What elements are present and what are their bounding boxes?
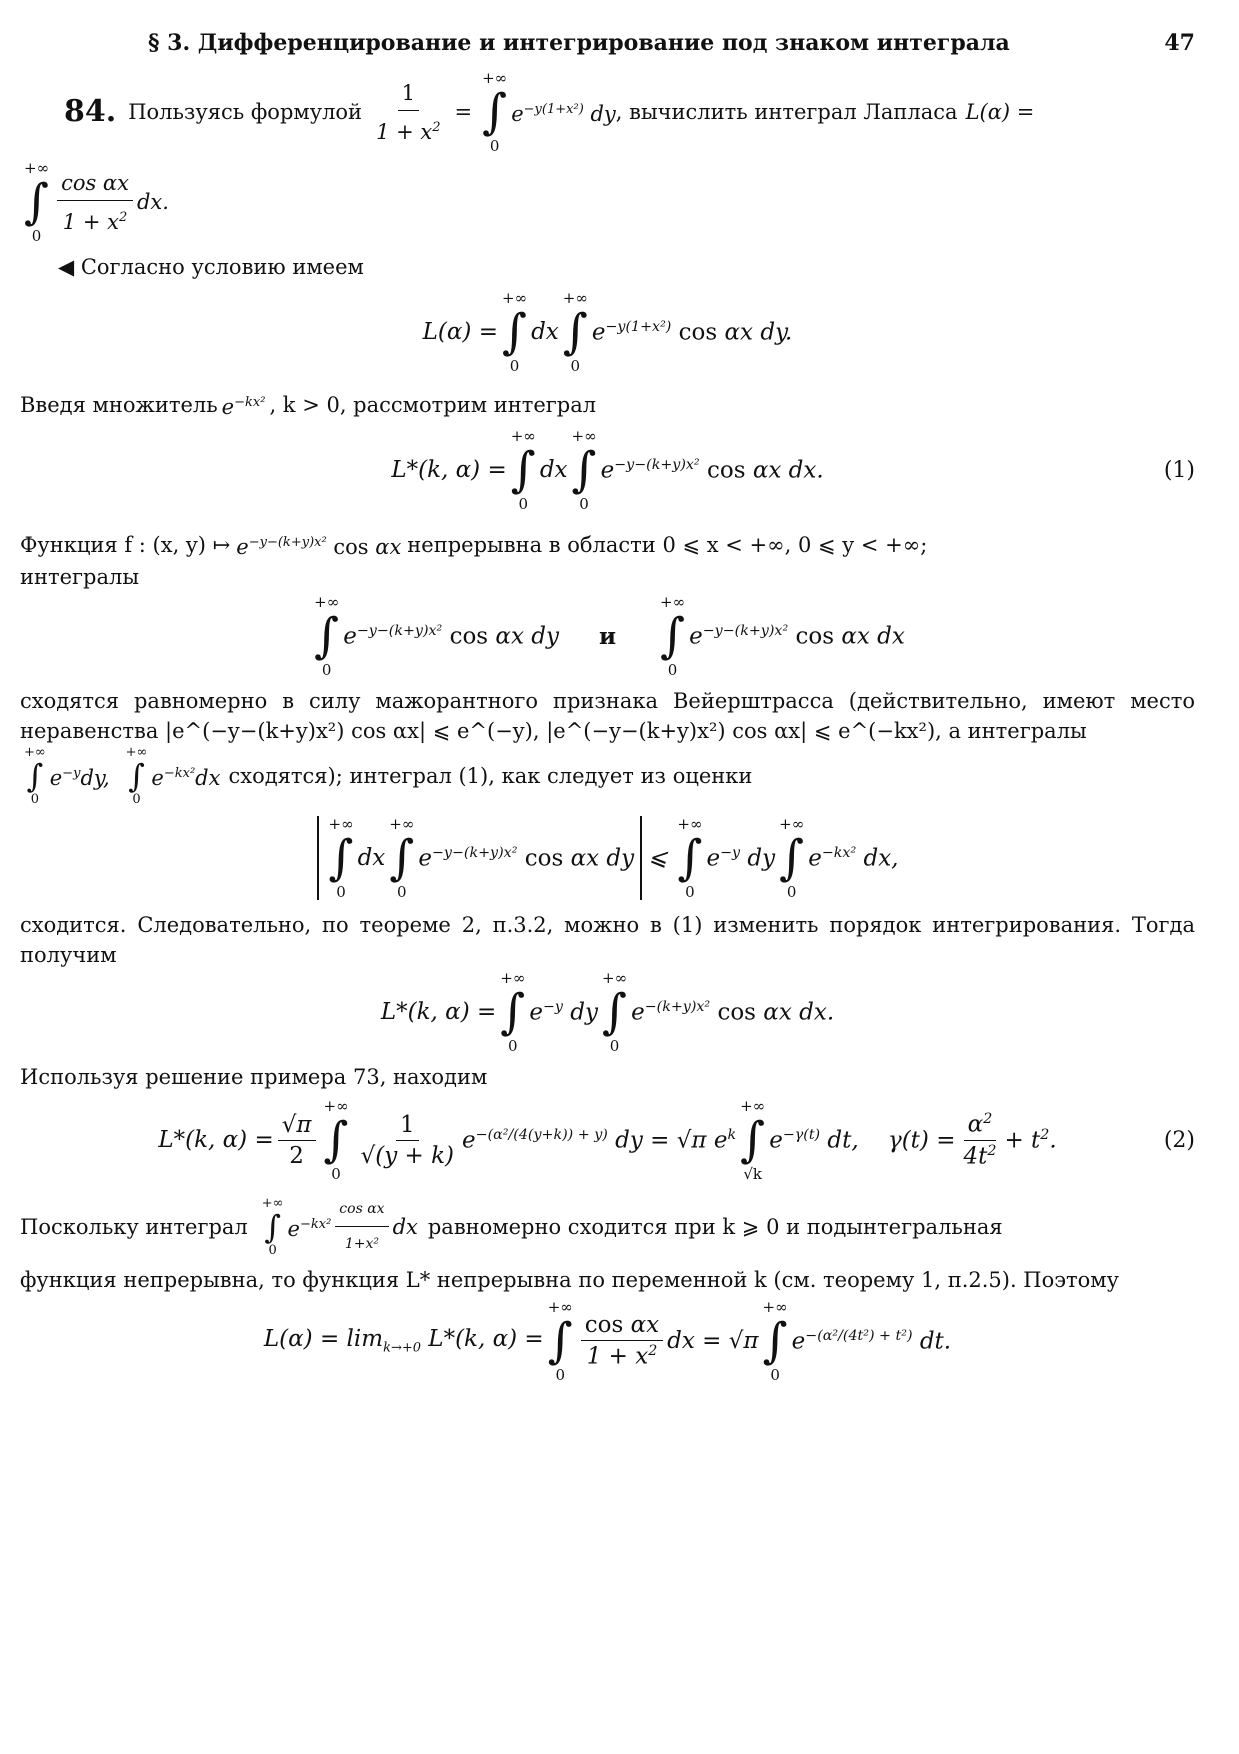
section-title: § 3. Дифференцирование и интегрирование под знаком интеграла: [148, 30, 1010, 56]
equation-2: L*(k, α) = $\frac{√\pi}{2}$ +∞ ∫ 0 $\frac{1}{√(y + k)}$ $e^{-(\alpha^2/(4(y+k)) + y)}$ dy = √π $e^k$ +∞ ∫ √k $e^{-\gamma(t)}$ dt, γ(t) = $\frac{\alpha^2}{4t^2}$ + $t^2$. (2): [158, 1097, 1195, 1183]
equation-label-2: (2): [1163, 1127, 1195, 1153]
equation-1: L*(k, α) = +∞ ∫ 0 dx +∞ ∫ 0 $e^{-y-(k+y)x^2}$ cos αx dx. (1): [391, 427, 1195, 513]
and-word: и: [598, 622, 617, 650]
paragraph-6: Используя решение примера 73, находим: [20, 1065, 488, 1089]
equation-estimate: +∞ ∫ 0 dx +∞ ∫ 0 $e^{-y-(k+y)x^2}$ cos αx dy ⩽ +∞ ∫ 0 $e^{-y}$ dy +∞ ∫ 0 $e^{-kx^2}$ dx,: [20, 816, 1195, 900]
page-number: 47: [1164, 30, 1195, 56]
fraction: $\frac{\text{cos αx}}{1 + x^2}$: [57, 168, 133, 237]
integral-sign: +∞ ∫ 0: [24, 159, 50, 245]
paragraph-3-cont: интегралы: [20, 565, 140, 589]
page-header: [20, 30, 1195, 70]
problem-intro: Пользуясь формулой: [128, 100, 363, 124]
paragraph-7: Поскольку интеграл +∞ ∫ 0 $e^{-kx^2}$ $\frac{\text{cos αx}}{\text{1+x²}}$ dx равномерно сходится при k ⩾ 0 и подынтегральная: [20, 1195, 1003, 1258]
paragraph-5: сходится. Следовательно, по теореме 2, п.3.2, можно в (1) изменить порядок интегрирования. Тогда получим: [20, 913, 1195, 967]
paragraph-4: сходятся равномерно в силу мажорантного признака Вейерштрасса (действительно, имеют место неравенства |e^(−y−(k+y)x²) cos αx| ⩽ e^(−y), |e^(−y−(k+y)x²) cos αx| ⩽ e^(−kx²), а интегралы: [20, 689, 1195, 743]
paragraph-3: Функция f : (x, y) ↦ $e^{-y-(k+y)x^2}$ cos αx непрерывна в области 0 ⩽ x < +∞, 0 ⩽ y < +∞;: [20, 533, 928, 559]
integral-sign: +∞ ∫ 0: [482, 69, 508, 155]
problem-mid-text: , вычислить интеграл Лапласа: [615, 100, 958, 124]
equation-swapped: L*(k, α) = +∞ ∫ 0 $e^{-y}$ dy +∞ ∫ 0 $e^{-(k+y)x^2}$ cos αx dx.: [380, 969, 835, 1055]
paragraph-2: Введя множитель $e^{-kx^2}$ , k > 0, рассмотрим интеграл: [20, 393, 597, 419]
equation-label-1: (1): [1163, 457, 1195, 483]
paragraph-4-cont: +∞ ∫ 0 $e^{-y}dy$, +∞ ∫ 0 $e^{-kx^2}dx$ сходятся); интеграл (1), как следует из оценки: [24, 745, 753, 807]
fraction-1-over-1-plus-x2: $\frac{1}{1 + x^2}$: [372, 78, 444, 147]
equation-L-alpha: L(α) = +∞ ∫ 0 dx +∞ ∫ 0 $e^{-y(1+x^2)}$ cos αx dy.: [422, 289, 793, 375]
page: [20, 30, 1195, 1383]
paragraph-8: функция непрерывна, то функция L* непрерывна по переменной k (см. теорему 1, п.2.5). Поэтому: [20, 1268, 1119, 1292]
paragraph-1: ◀ Согласно условию имеем: [58, 255, 364, 279]
problem-number: 84.: [64, 94, 117, 129]
equation-final: $L(\alpha) = \lim_{k\to+0} L*(k$, α) = +∞ ∫ 0 $\frac{\text{cos αx}}{1 + x^2}$ dx = √π +∞ ∫ 0 $e^{-(\alpha^2/(4t^2) + t^2)}$ dt.: [263, 1298, 952, 1384]
equation-two-integrals: +∞ ∫ 0 $e^{-y-(k+y)x^2}$ cos αx dy и +∞ ∫ 0 $e^{-y-(k+y)x^2}$ cos αx dx: [314, 593, 905, 679]
laplace-lhs: L(α) =: [965, 100, 1035, 124]
laplace-integral: +∞ ∫ 0 $\frac{\text{cos αx}}{1 + x^2}$ dx.: [24, 159, 169, 245]
problem-statement: 84. Пользуясь формулой $\frac{1}{1 + x^2}$ = +∞ ∫ 0 $e^{-y(1+x^2)}$ dy , вычислить интеграл Лапласа L(α) =: [64, 69, 1035, 155]
